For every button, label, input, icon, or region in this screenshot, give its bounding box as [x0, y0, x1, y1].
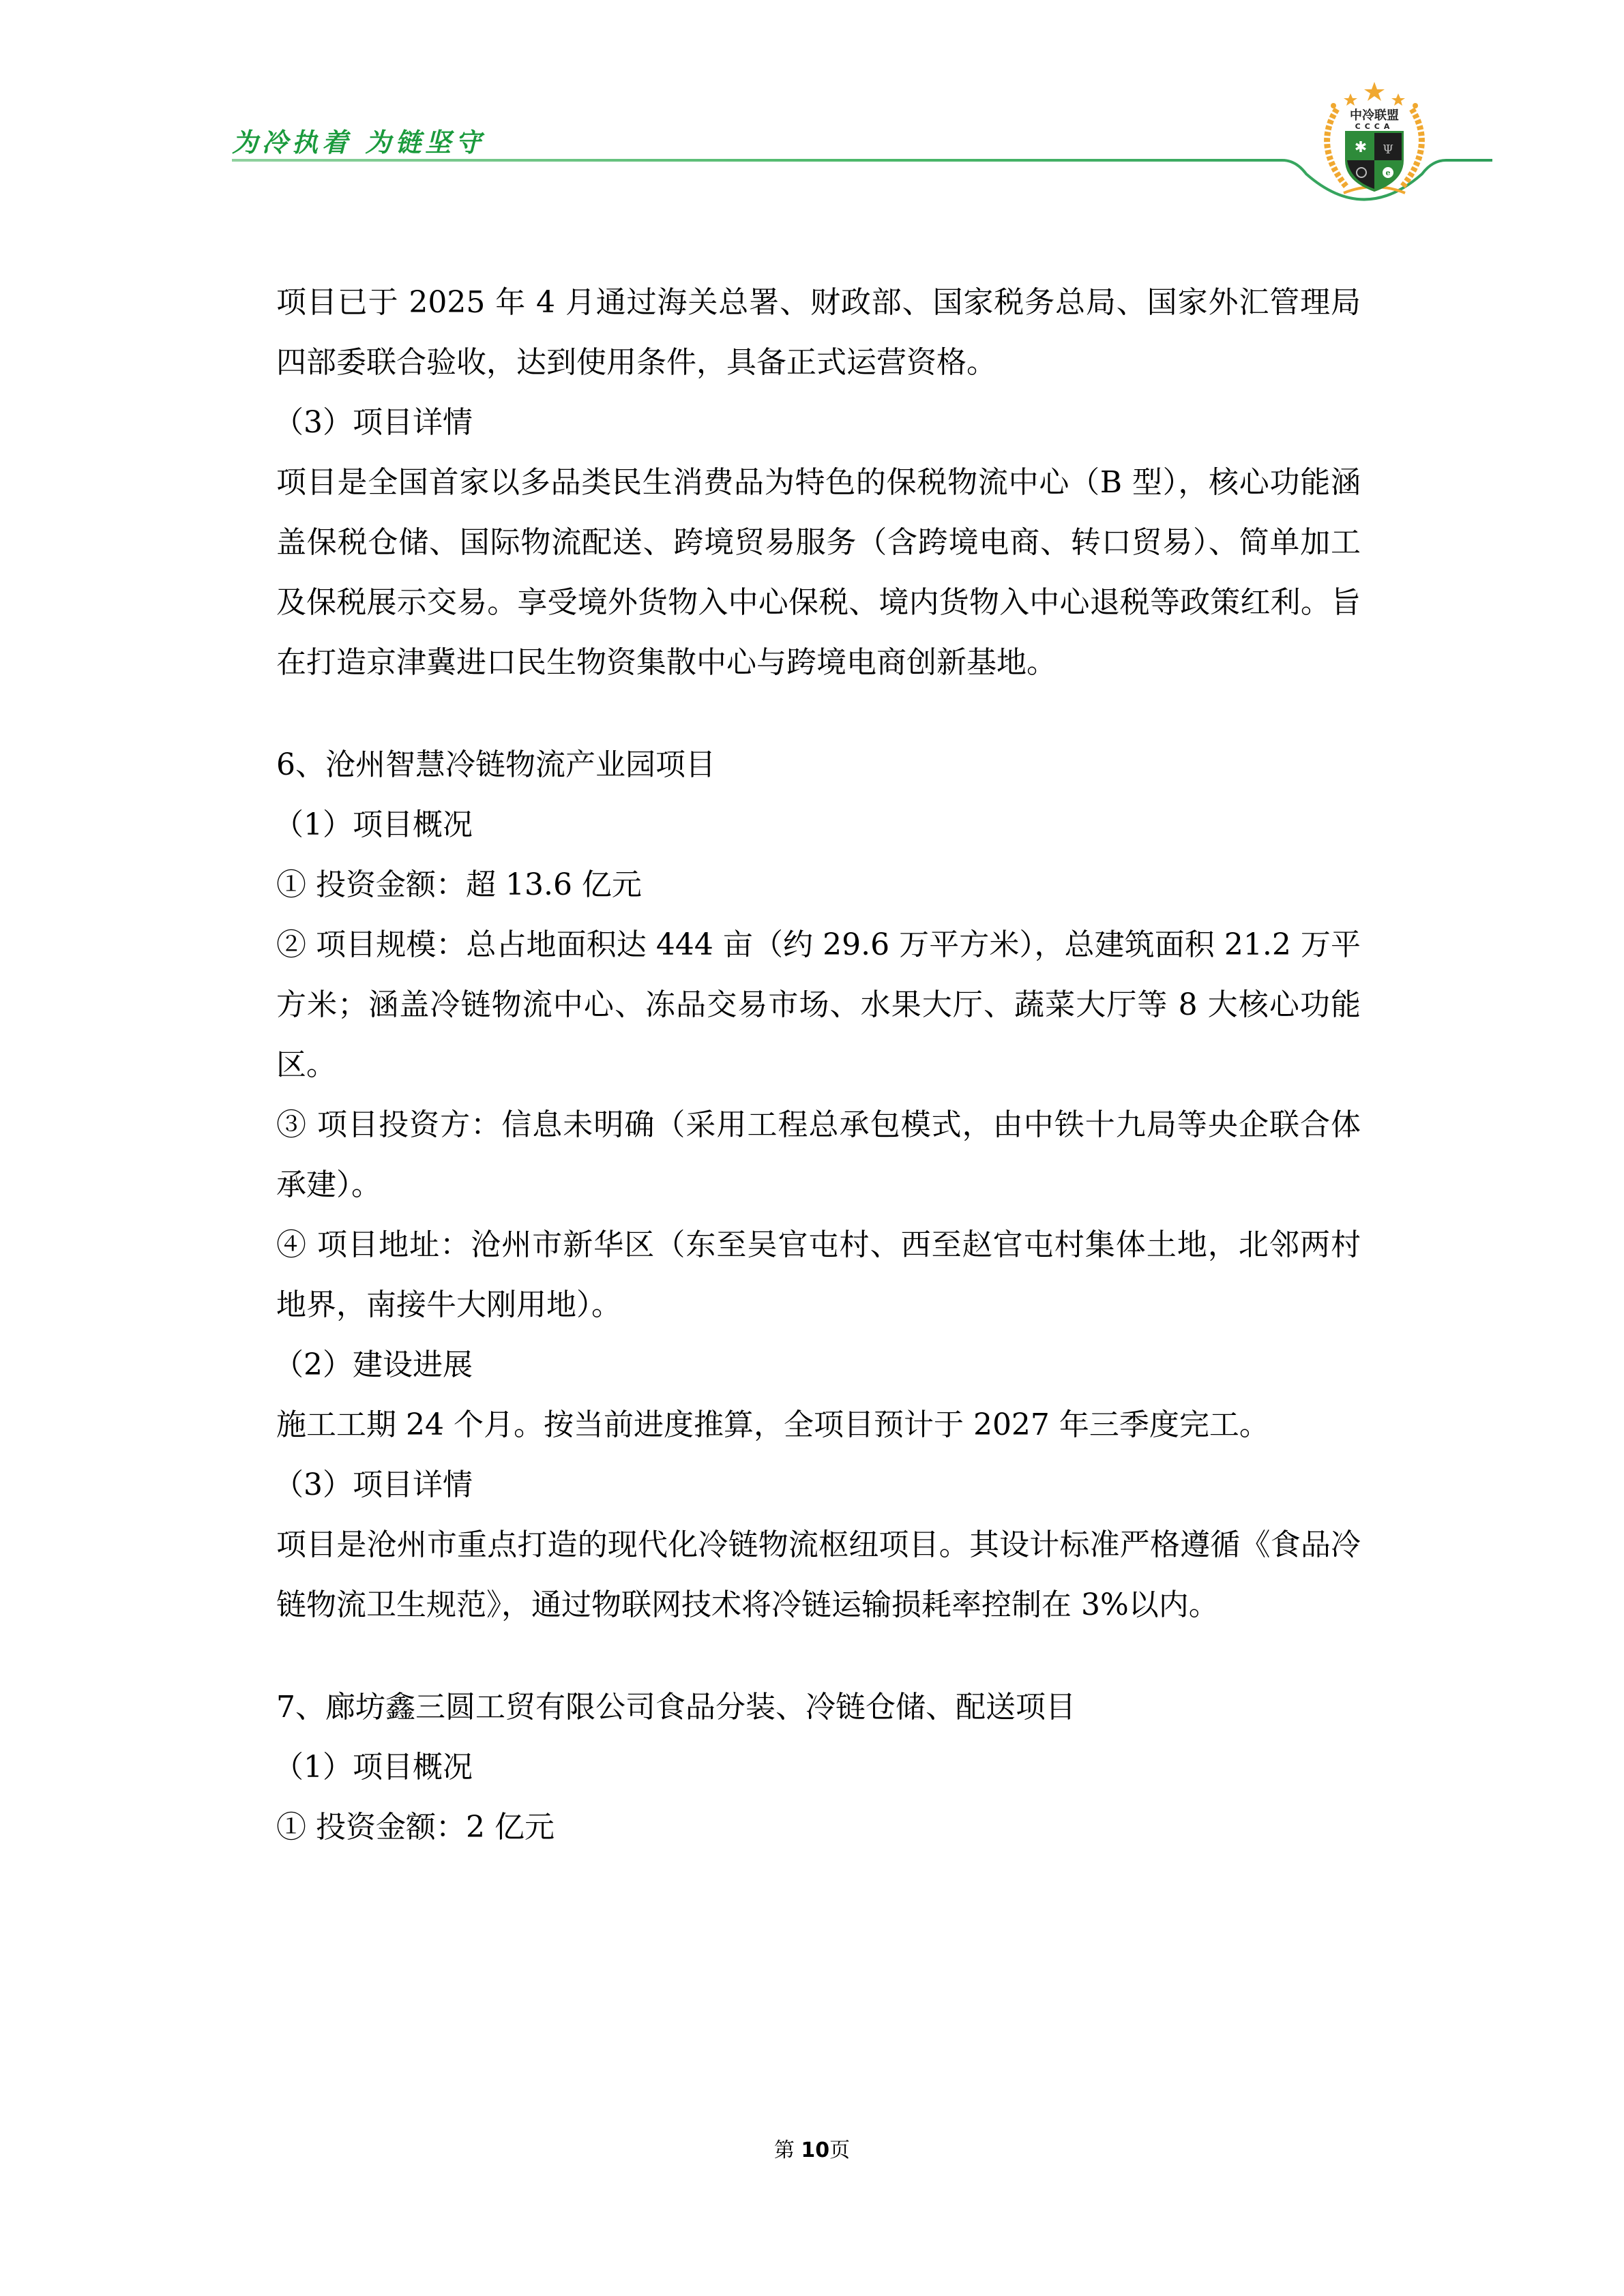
intro-paragraph: 项目已于 2025 年 4 月通过海关总署、财政部、国家税务总局、国家外汇管理局四部委联合验收，达到使用条件，具备正式运营资格。	[276, 285, 1361, 380]
svg-text:e: e	[1385, 168, 1391, 177]
svg-text:Ψ: Ψ	[1383, 143, 1393, 157]
prev-detail-heading: （3）项目详情	[274, 405, 473, 440]
svg-text:中冷联盟: 中冷联盟	[1350, 108, 1399, 123]
header-slogan: 为冷执着 为链坚守	[232, 128, 486, 158]
svg-text:CCCA: CCCA	[1355, 122, 1394, 131]
section-7-item-investment: ① 投资金额：2 亿元	[276, 1810, 555, 1845]
section-6-detail-text: 项目是沧州市重点打造的现代化冷链物流枢纽项目。其设计标准严格遵循《食品冷链物流卫生规范》，通过物联网技术将冷链运输损耗率控制在 3%以内。	[276, 1527, 1361, 1622]
section-6-detail-heading: （3）项目详情	[274, 1467, 473, 1502]
page-footer	[0, 2133, 1624, 2163]
section-6-item-investor: ③ 项目投资方：信息未明确（采用工程总承包模式，由中铁十九局等央企联合体承建）。	[276, 1107, 1361, 1202]
page-number: 10	[801, 2138, 830, 2162]
page-header	[0, 0, 1624, 225]
section-6-title: 6、沧州智慧冷链物流产业园项目	[276, 747, 715, 782]
prev-detail-paragraph: 项目是全国首家以多品类民生消费品为特色的保税物流中心（B 型），核心功能涵盖保税仓储、国际物流配送、跨境贸易服务（含跨境电商、转口贸易）、简单加工及保税展示交易。享受境外货物入中心保税、境内货物入中心退税等政策红利。旨在打造京津冀进口民生物资集散中心与跨境电商创新基地。	[276, 465, 1361, 680]
section-6-item-scale: ② 项目规模：总占地面积达 444 亩（约 29.6 万平方米），总建筑面积 21.2 万平方米；涵盖冷链物流中心、冻品交易市场、水果大厅、蔬菜大厅等 8 大核心功能区。	[276, 927, 1361, 1082]
svg-text:✱: ✱	[1354, 139, 1368, 156]
page-number-suffix: 页	[829, 2138, 851, 2162]
section-6-progress-text: 施工工期 24 个月。按当前进度推算，全项目预计于 2027 年三季度完工。	[276, 1407, 1269, 1442]
page-number-prefix: 第	[773, 2138, 801, 2162]
section-6-item-address: ④ 项目地址：沧州市新华区（东至吴官屯村、西至赵官屯村集体土地，北邻两村地界，南接牛大刚用地）。	[276, 1227, 1361, 1322]
section-7-title: 7、廊坊鑫三圆工贸有限公司食品分装、冷链仓储、配送项目	[276, 1690, 1076, 1725]
section-6-item-investment: ① 投资金额：超 13.6 亿元	[276, 867, 642, 902]
ccca-shield-logo-icon	[1310, 78, 1439, 201]
document-body	[276, 273, 1361, 1858]
section-7-overview-heading: （1）项目概况	[274, 1750, 473, 1785]
section-6-overview-heading: （1）项目概况	[274, 807, 473, 842]
section-6-progress-heading: （2）建设进展	[274, 1347, 473, 1382]
